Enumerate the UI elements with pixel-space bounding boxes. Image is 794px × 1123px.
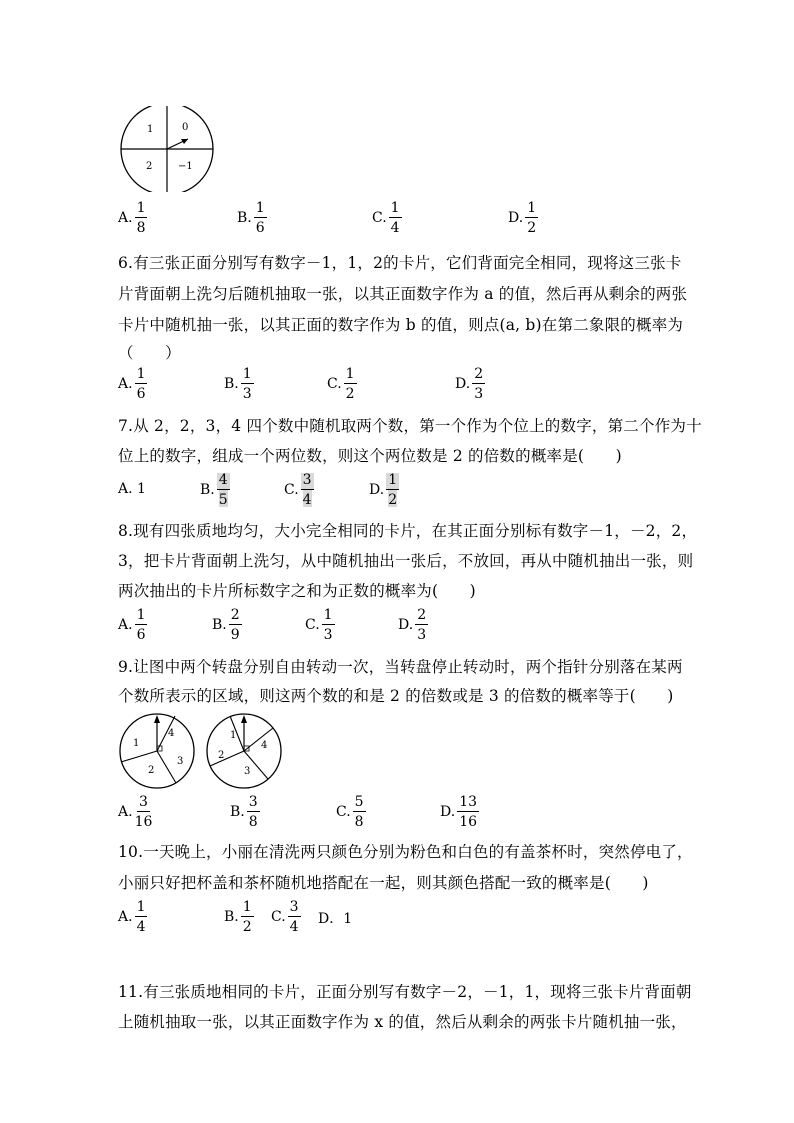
- q7-text-line: 7.从 2，2，3，4 四个数中随机取两个数，第一个作为个位上的数字，第二个作为十: [118, 417, 702, 435]
- spinner-sector-label: 3: [177, 756, 184, 767]
- q5-option-b[interactable]: B. $\frac{1}{6}$: [237, 200, 265, 236]
- spinner-sector-label: 1: [147, 124, 154, 135]
- spinner-sector-label: −1: [178, 161, 193, 172]
- q6-answer-blank: （ ）: [118, 344, 181, 362]
- q9-option-d[interactable]: D. $\frac{13}{16}$: [440, 794, 478, 830]
- q8-option-a[interactable]: A. $\frac{1}{6}$: [118, 607, 146, 643]
- q6-option-b[interactable]: B. $\frac{1}{3}$: [224, 366, 252, 402]
- spinner-sector-label: 4: [261, 740, 268, 751]
- q9-option-b[interactable]: B. $\frac{3}{8}$: [230, 794, 258, 830]
- q11-text-line: 上随机抽取一张，以其正面数字作为 x 的值，然后从剩余的两张卡片随机抽一张，: [118, 1013, 687, 1031]
- q7-option-b[interactable]: B. $\frac{4}{5}$: [200, 472, 228, 508]
- spinner-sector-label: 2: [148, 765, 155, 776]
- spinner-sector-label: 2: [146, 161, 153, 172]
- q10-option-c[interactable]: C. $\frac{3}{4}$: [271, 899, 299, 935]
- q7-option-d[interactable]: D. $\frac{1}{2}$: [369, 472, 398, 508]
- q8-text-line: 8.现有四张质地均匀，大小完全相同的卡片，在其正面分别标有数字－1，－2，2，: [118, 522, 698, 540]
- q9-text-line: 9.让图中两个转盘分别自由转动一次，当转盘停止转动时，两个指针分别落在某两: [118, 658, 683, 676]
- q9-option-a[interactable]: A. $\frac{3}{16}$: [118, 794, 153, 830]
- spinner-sector-label: 1: [133, 738, 140, 749]
- q5-option-a[interactable]: A. $\frac{1}{8}$: [118, 200, 146, 236]
- spinner-sector-label: 3: [244, 766, 251, 777]
- spinner-figure-q9: [118, 711, 286, 791]
- q8-option-c[interactable]: C. $\frac{1}{3}$: [305, 607, 333, 643]
- q6-text-line: 6.有三张正面分别写有数字－1，1，2的卡片，它们背面完全相同，现将这三张卡: [118, 254, 682, 272]
- q10-text-line: 小丽只好把杯盖和茶杯随机地搭配在一起，则其颜色搭配一致的概率是( ): [118, 874, 649, 892]
- spinner-sector-label: 0: [182, 122, 189, 133]
- q6-text-line: 片背面朝上洗匀后随机抽取一张，以其正面数字作为 a 的值，然后再从剩余的两张: [118, 285, 688, 303]
- q8-option-d[interactable]: D. $\frac{2}{3}$: [398, 607, 427, 643]
- spinner-sector-label: 1: [230, 730, 237, 741]
- q8-option-b[interactable]: B. $\frac{2}{9}$: [212, 607, 240, 643]
- q6-option-c[interactable]: C. $\frac{1}{2}$: [327, 366, 355, 402]
- q10-option-b[interactable]: B. $\frac{1}{2}$: [224, 899, 252, 935]
- q11-text-line: 11.有三张质地相同的卡片，正面分别写有数字－2，－1，1，现将三张卡片背面朝: [118, 983, 692, 1001]
- q8-text-line: 两次抽出的卡片所标数字之和为正数的概率为( ): [118, 582, 476, 600]
- q6-option-a[interactable]: A. $\frac{1}{6}$: [118, 366, 146, 402]
- q5-option-d[interactable]: D. $\frac{1}{2}$: [508, 200, 537, 236]
- q7-text-line: 位上的数字，组成一个两位数，则这个两位数是 2 的倍数的概率是( ): [118, 447, 622, 465]
- q7-option-a[interactable]: A. 1: [118, 481, 146, 497]
- q6-text-line: 卡片中随机抽一张，以其正面的数字作为 b 的值，则点(a, b)在第二象限的概率为: [118, 316, 684, 334]
- spinner-2: [207, 714, 281, 788]
- q9-option-c[interactable]: C. $\frac{5}{8}$: [336, 794, 364, 830]
- q6-option-d[interactable]: D. $\frac{2}{3}$: [455, 366, 484, 402]
- q10-text-line: 10.一天晚上，小丽在清洗两只颜色分别为粉色和白色的有盖茶杯时，突然停电了，: [118, 843, 693, 861]
- q10-option-d[interactable]: D．1: [318, 911, 353, 927]
- q10-option-a[interactable]: A. $\frac{1}{4}$: [118, 899, 146, 935]
- spinner-1: [120, 714, 194, 788]
- q9-text-line: 个数所表示的区域，则这两个数的和是 2 的倍数或是 3 的倍数的概率等于( ): [118, 687, 674, 705]
- spinner-sector-label: 4: [168, 728, 175, 739]
- q7-option-c[interactable]: C. $\frac{3}{4}$: [284, 472, 312, 508]
- q8-text-line: 3，把卡片背面朝上洗匀，从中随机抽出一张后，不放回，再从中随机抽出一张，则: [118, 552, 694, 570]
- spinner-sector-label: 2: [218, 750, 225, 761]
- q5-option-c[interactable]: C. $\frac{1}{4}$: [372, 200, 400, 236]
- spinner-figure-q5: [118, 106, 220, 192]
